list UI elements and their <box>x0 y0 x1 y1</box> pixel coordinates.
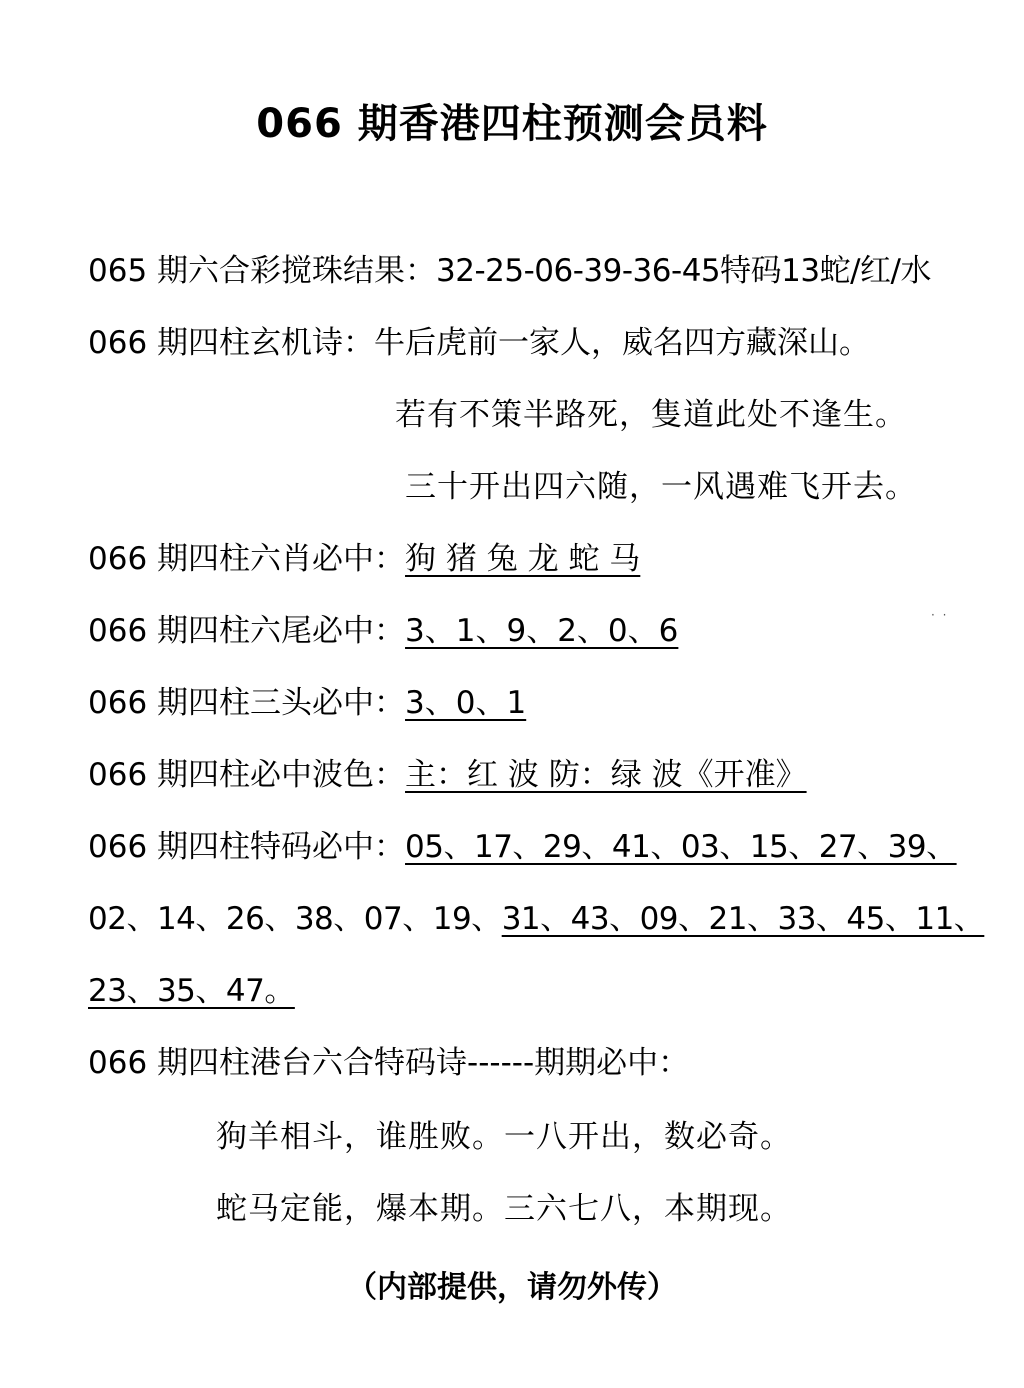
mystic-poem-line-2: 若有不策半路死，隻道此处不逢生。 <box>395 397 907 433</box>
heads-value: 3、0、1 <box>405 685 527 721</box>
tails-label: 066 期四柱六尾必中： <box>88 613 406 649</box>
wave-color-value: 主：红 波 防：绿 波《开准》 <box>405 757 807 793</box>
mystic-poem-text-1: 牛后虎前一家人，威名四方藏深山。 <box>374 325 871 361</box>
wave-color-label: 066 期四柱必中波色： <box>88 757 406 793</box>
zodiac-label: 066 期四柱六肖必中： <box>88 541 406 577</box>
special-number-line-2 <box>88 899 984 939</box>
special-poem-line-2: 蛇马定能，爆本期。三六七八，本期现。 <box>216 1191 792 1227</box>
heads-label: 066 期四柱三头必中： <box>88 685 406 721</box>
special-poem-line-1: 狗羊相斗，谁胜败。一八开出，数必奇。 <box>216 1119 792 1155</box>
special-number-values-2-underlined: 31、43、09、21、33、45、11、 <box>501 901 985 937</box>
special-number-label: 066 期四柱特码必中： <box>88 829 406 865</box>
special-number-line-3 <box>88 971 295 1011</box>
tails-line <box>88 611 678 651</box>
draw-result-label: 065 期六合彩搅珠结果： <box>88 253 437 289</box>
special-number-values-2-plain: 02、14、26、38、07、19、 <box>88 901 502 937</box>
mystic-poem-line-3: 三十开出四六随，一风遇难飞开去。 <box>405 469 917 505</box>
special-number-values-1: 05、17、29、41、03、15、27、39、 <box>405 829 957 865</box>
special-number-line-1 <box>88 827 957 867</box>
internal-notice: （内部提供，请勿外传） <box>347 1270 677 1305</box>
zodiac-value: 狗 猪 兔 龙 蛇 马 <box>405 541 641 577</box>
wave-color-line <box>88 755 807 795</box>
special-poem-heading: 066 期四柱港台六合特码诗------期期必中： <box>88 1045 690 1081</box>
page-title: 066 期香港四柱预测会员料 <box>256 101 768 147</box>
special-number-values-3: 23、35、47。 <box>88 973 295 1009</box>
tails-value: 3、1、9、2、0、6 <box>405 613 679 649</box>
stray-mark: · · <box>931 608 949 622</box>
draw-result-line <box>88 251 931 291</box>
draw-result-value: 32-25-06-39-36-45特码13蛇/红/水 <box>436 253 931 289</box>
mystic-poem-label: 066 期四柱玄机诗： <box>88 325 375 361</box>
zodiac-line <box>88 539 640 579</box>
heads-line <box>88 683 526 723</box>
mystic-poem-line-1 <box>88 323 870 363</box>
